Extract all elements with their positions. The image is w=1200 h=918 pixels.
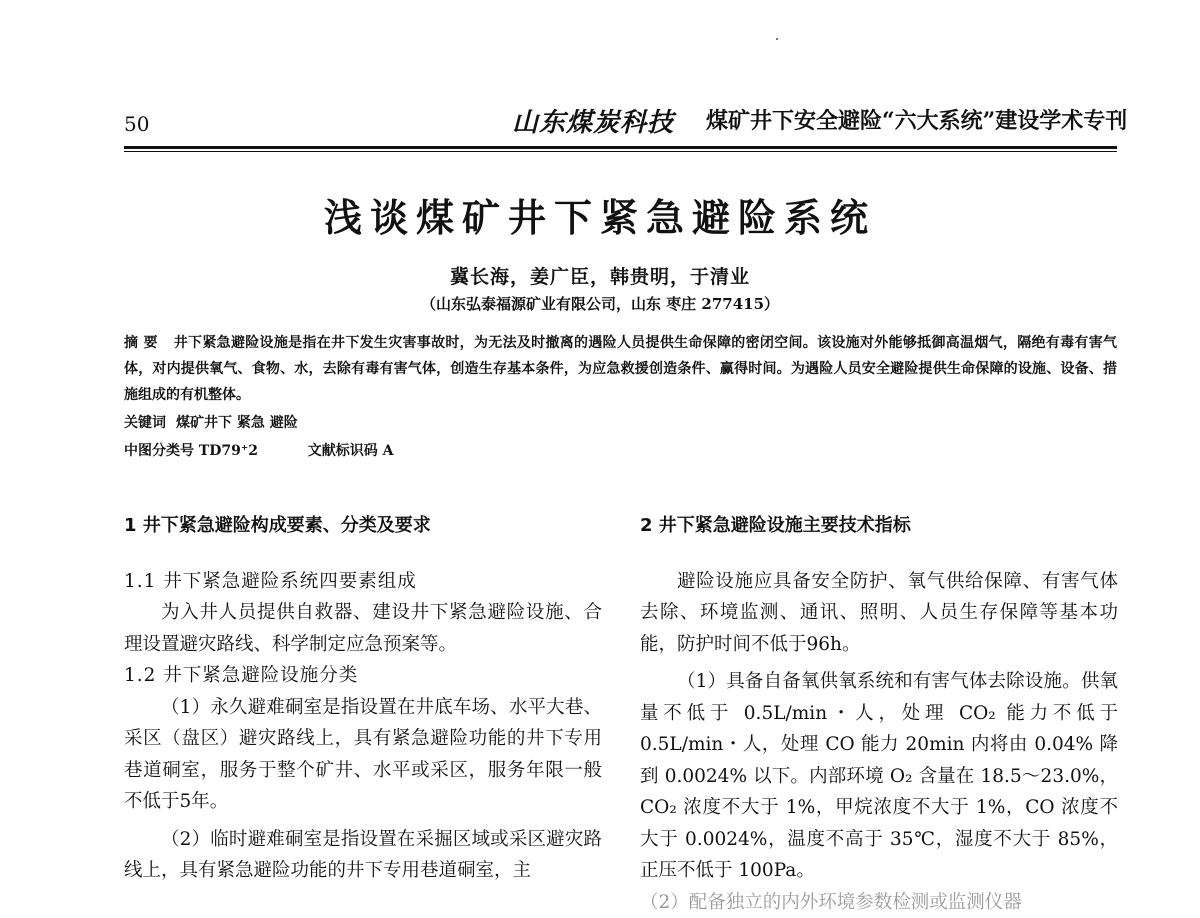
paper-title: 浅谈煤矿井下紧急避险系统	[323, 195, 876, 240]
header-rule-thin	[124, 151, 1117, 152]
affiliation: （山东弘泰福源矿业有限公司，山东 枣庄 277415）	[420, 295, 780, 313]
authors: 冀长海，姜广臣，韩贵明，于清业	[449, 266, 750, 288]
abstract-label: 摘 要	[124, 335, 158, 351]
paragraph-2-intro: 避险设施应具备安全防护、氧气供给保障、有害气体去除、环境监测、通讯、照明、人员生存保障等基本功能，防护时间不低于96h。	[640, 570, 1118, 655]
abstract	[124, 330, 1117, 408]
right-column	[640, 510, 1118, 913]
paragraph-1-1: 为入井人员提供自救器、建设井下紧急避险设施、合理设置避灾路线、科学制定应急预案等。	[124, 602, 602, 655]
scan-speck	[776, 38, 778, 40]
section-2-heading: 2 井下紧急避险设施主要技术指标	[640, 515, 911, 536]
class-label: 中图分类号	[124, 443, 194, 459]
keywords	[124, 412, 298, 432]
classification-line	[124, 440, 394, 460]
paragraph-1-2-a: （1）永久避难硐室是指设置在井底车场、水平大巷、采区（盘区）避灾路线上，具有紧急避险功能的井下专用巷道硐室，服务于整个矿井、水平或采区，服务年限一般不低于5年。	[124, 696, 602, 812]
journal-logo: 山东煤炭科技	[512, 108, 675, 138]
class-value: TD79⁺2	[198, 443, 259, 459]
subsection-1-2-heading: 1.2 井下紧急避险设施分类	[124, 665, 359, 686]
subsection-1-1-heading: 1.1 井下紧急避险系统四要素组成	[124, 570, 417, 592]
abstract-text: 井下紧急避险设施是指在井下发生灾害事故时，为无法及时撤离的遇险人员提供生命保障的密闭空间。该设施对外能够抵御高温烟气，隔绝有毒有害气体，对内提供氧气、食物、水，去除有毒有害气体，创造生存基本条件，为应急救援创造条件、赢得时间。为遇险人员安全避险提供生命保障的设施、设备、措施组成的有机整体。	[124, 335, 1117, 403]
journal-issue-title: 煤矿井下安全避险“六大系统”建设学术专刊	[706, 108, 1128, 134]
paragraph-2-2-partial: （2）配备独立的内外环境参数检测或监测仪器	[640, 891, 1022, 913]
page-number: 50	[124, 112, 150, 136]
section-1-heading: 1 井下紧急避险构成要素、分类及要求	[124, 515, 431, 536]
header-rule	[124, 146, 1117, 149]
paragraph-1-2-b: （2）临时避难硐室是指设置在采掘区域或采区避灾路线上，具有紧急避险功能的井下专用巷道硐室，主	[124, 828, 602, 881]
keywords-label: 关键词	[124, 415, 166, 431]
doc-code-label: 文献标识码	[307, 443, 378, 459]
paragraph-2-1: （1）具备自备氧供氧系统和有害气体去除设施。供氧量不低于 0.5L/min・人，处理 CO₂ 能力不低于 0.5L/min・人，处理 CO 能力 20min 内将由 0.04% 降到 0.0024% 以下。内部环境 O₂ 含量在 18.5～23.0%，CO₂ 浓度不大于 1%，甲烷浓度不大于 1%，CO 浓度不大于 0.0024%，温度不高于 35℃，湿度不大于 85%，正压不低于 100Pa。	[640, 671, 1118, 881]
doc-code-value: A	[382, 443, 394, 459]
left-column	[124, 510, 602, 887]
keywords-text: 煤矿井下 紧急 避险	[176, 415, 298, 431]
